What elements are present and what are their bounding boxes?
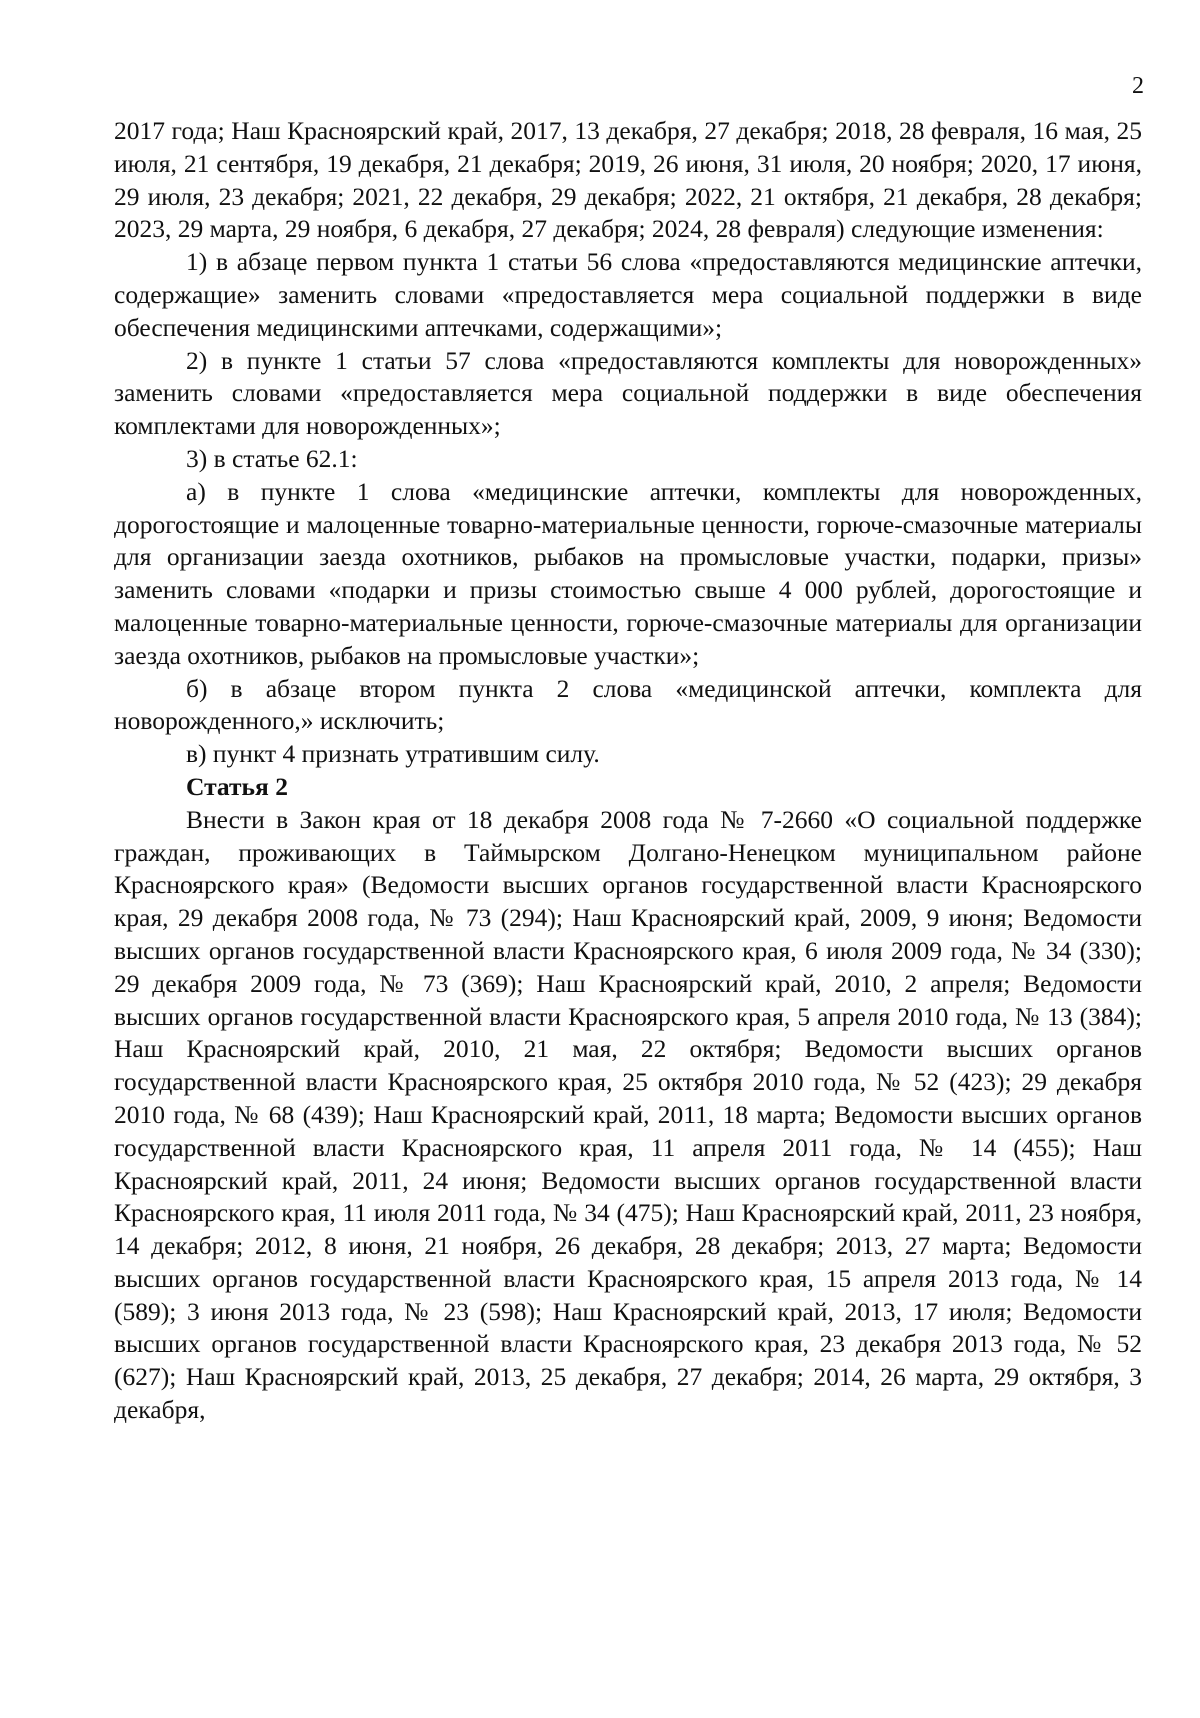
- intro-continuation-paragraph: 2017 года; Наш Красноярский край, 2017, 13 декабря, 27 декабря; 2018, 28 февраля, 16 мая, 25 июля, 21 сентября, 19 декабря, 21 декабря; 2019, 26 июня, 31 июля, 20 ноября; 2020, 17 июня, 29 июля, 23 декабря; 2021, 22 декабря, 29 декабря; 2022, 21 октября, 21 декабря, 28 декабря; 2023, 29 марта, 29 ноября, 6 декабря, 27 декабря; 2024, 28 февраля) следующие изменения:: [114, 116, 1142, 244]
- amendment-item-1: 1) в абзаце первом пункта 1 статьи 56 слова «предоставляются медицинские аптечки, содержащие» заменить словами «предоставляется мера социальной поддержки в виде обеспечения медицинскими аптечками, содержащими»;: [114, 247, 1142, 342]
- page-number: 2: [1132, 73, 1144, 99]
- amendment-item-3a: а) в пункте 1 слова «медицинские аптечки, комплекты для новорожденных, дорогостоящие и малоценные товарно-материальные ценности, горюче-смазочные материалы для организации заезда охотников, рыбаков на промысловые участки, подарки, призы» заменить словами «подарки и призы стоимостью свыше 4 000 рублей, дорогостоящие и малоценные товарно-материальные ценности, горюче-смазочные материалы для организации заезда охотников, рыбаков на промысловые участки»;: [114, 476, 1142, 670]
- article-body-paragraph: Внести в Закон края от 18 декабря 2008 года № 7-2660 «О социальной поддержке граждан, проживающих в Таймырском Долгано-Ненецком муниципальном районе Красноярского края» (Ведомости высших органов государственной власти Красноярского края, 29 декабря 2008 года, № 73 (294); Наш Красноярский край, 2009, 9 июня; Ведомости высших органов государственной власти Красноярского края, 6 июля 2009 года, № 34 (330); 29 декабря 2009 года, № 73 (369); Наш Красноярский край, 2010, 2 апреля; Ведомости высших органов государственной власти Красноярского края, 5 апреля 2010 года, № 13 (384); Наш Красноярский край, 2010, 21 мая, 22 октября; Ведомости высших органов государственной власти Красноярского края, 25 октября 2010 года, № 52 (423); 29 декабря 2010 года, № 68 (439); Наш Красноярский край, 2011, 18 марта; Ведомости высших органов государственной власти Красноярского края, 11 апреля 2011 года, № 14 (455); Наш Красноярский край, 2011, 24 июня; Ведомости высших органов государственной власти Красноярского края, 11 июля 2011 года, № 34 (475); Наш Красноярский край, 2011, 23 ноября, 14 декабря; 2012, 8 июня, 21 ноября, 26 декабря, 28 декабря; 2013, 27 марта; Ведомости высших органов государственной власти Красноярского края, 15 апреля 2013 года, № 14 (589); 3 июня 2013 года, № 23 (598); Наш Красноярский край, 2013, 17 июля; Ведомости высших органов государственной власти Красноярского края, 23 декабря 2013 года, № 52 (627); Наш Красноярский край, 2013, 25 декабря, 27 декабря; 2014, 26 марта, 29 октября, 3 декабря,: [114, 804, 1142, 1425]
- document-body: [114, 115, 1142, 1427]
- amendment-item-2: 2) в пункте 1 статьи 57 слова «предоставляются комплекты для новорожденных» заменить словами «предоставляется мера социальной поддержки в виде обеспечения комплектами для новорожденных»;: [114, 345, 1142, 441]
- amendment-item-3b: б) в абзаце втором пункта 2 слова «медицинской аптечки, комплекта для новорожденного,» исключить;: [114, 673, 1142, 736]
- article-heading: Статья 2: [186, 771, 288, 801]
- amendment-item-3: 3) в статье 62.1:: [186, 443, 358, 473]
- amendment-item-3c: в) пункт 4 признать утратившим силу.: [186, 739, 600, 769]
